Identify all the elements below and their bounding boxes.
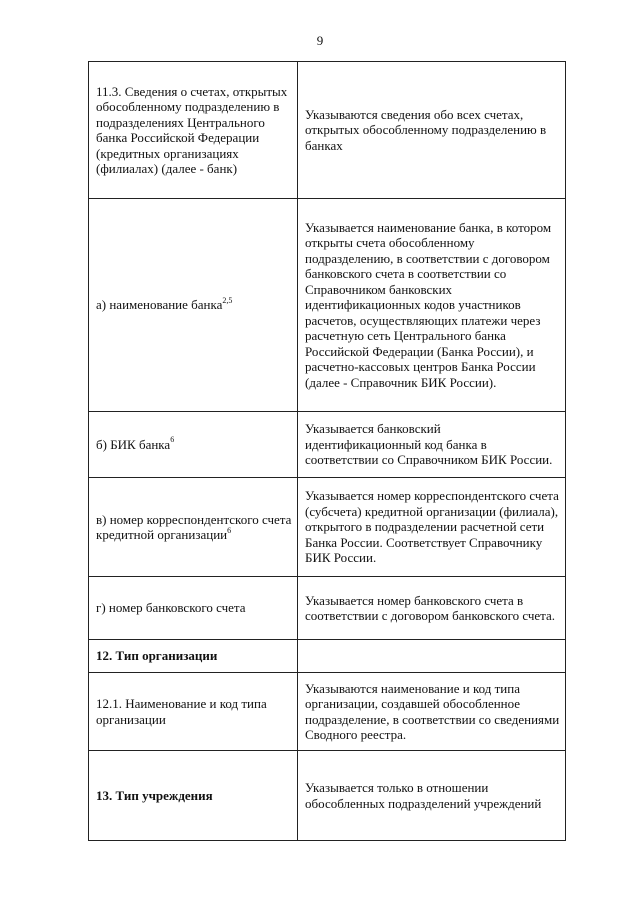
footnote-ref: 2,5	[222, 295, 233, 305]
table-row	[89, 640, 566, 673]
section-heading-cell	[89, 751, 298, 841]
row-description: Указываются наименование и код типа организации, создавшей обособленное подразделение, в соответствии со сведениями Сводного реестра.	[305, 680, 560, 742]
requirements-table	[88, 61, 566, 841]
table-row	[89, 412, 566, 478]
row-label-cell	[89, 199, 298, 412]
row-description-cell	[298, 640, 566, 673]
row-label: 12.1. Наименование и код типа организации	[96, 696, 267, 727]
row-description: Указываются сведения обо всех счетах, открытых обособленному подразделению в банках	[305, 106, 547, 153]
table-row	[89, 751, 566, 841]
section-heading: 12. Тип организации	[96, 648, 218, 664]
row-description-cell	[298, 673, 566, 751]
row-description-cell	[298, 199, 566, 412]
section-heading-cell	[89, 640, 298, 673]
footnote-ref: 6	[227, 525, 232, 535]
row-label-cell	[89, 577, 298, 640]
row-label-cell	[89, 62, 298, 199]
row-description: Указывается номер банковского счета в соответствии с договором банковского счета.	[305, 592, 556, 623]
section-heading: 13. Тип учреждения	[96, 787, 213, 803]
row-description-cell	[298, 577, 566, 640]
row-label: 11.3. Сведения о счетах, открытых обособленному подразделению в подразделениях Центрального банка Российской Федерации (кредитных организациях (филиалах) (далее - банк)	[96, 83, 288, 176]
row-label: а) наименование банка	[96, 297, 223, 313]
row-description-cell	[298, 478, 566, 577]
row-description-cell	[298, 751, 566, 841]
table-row	[89, 478, 566, 577]
row-description-cell	[298, 62, 566, 199]
row-label: б) БИК банка	[96, 436, 171, 452]
footnote-ref: 6	[170, 435, 175, 445]
table-row	[89, 199, 566, 412]
row-description-cell	[298, 412, 566, 478]
row-label-cell	[89, 673, 298, 751]
row-label: г) номер банковского счета	[96, 600, 246, 616]
row-description: Указывается номер корреспондентского счета (субсчета) кредитной организации (филиала), открытого в подразделении расчетной сети Банка России. Соответствует Справочнику БИК России.	[305, 488, 559, 566]
table-row	[89, 62, 566, 199]
row-label: в) номер корреспондентского счета кредитной организации	[96, 511, 292, 542]
row-label-cell	[89, 478, 298, 577]
table-row	[89, 577, 566, 640]
row-description: Указывается только в отношении обособленных подразделений учреждений	[305, 780, 542, 811]
row-label-cell	[89, 412, 298, 478]
table-row	[89, 673, 566, 751]
page-number: 9	[316, 33, 324, 48]
row-description: Указывается банковский идентификационный код банка в соответствии со Справочником БИК России.	[305, 421, 553, 468]
row-description: Указывается наименование банка, в котором открыты счета обособленному подразделению, в соответствии с договором банковского счета в соответствии со Справочником банковских идентификационных кодов участников расчетов, осуществляющих платежи через расчетную сеть Центрального банка Российской Федерации (Банка России), и расчетно-кассовых центров Банка России (далее - Справочник БИК России).	[305, 219, 552, 390]
